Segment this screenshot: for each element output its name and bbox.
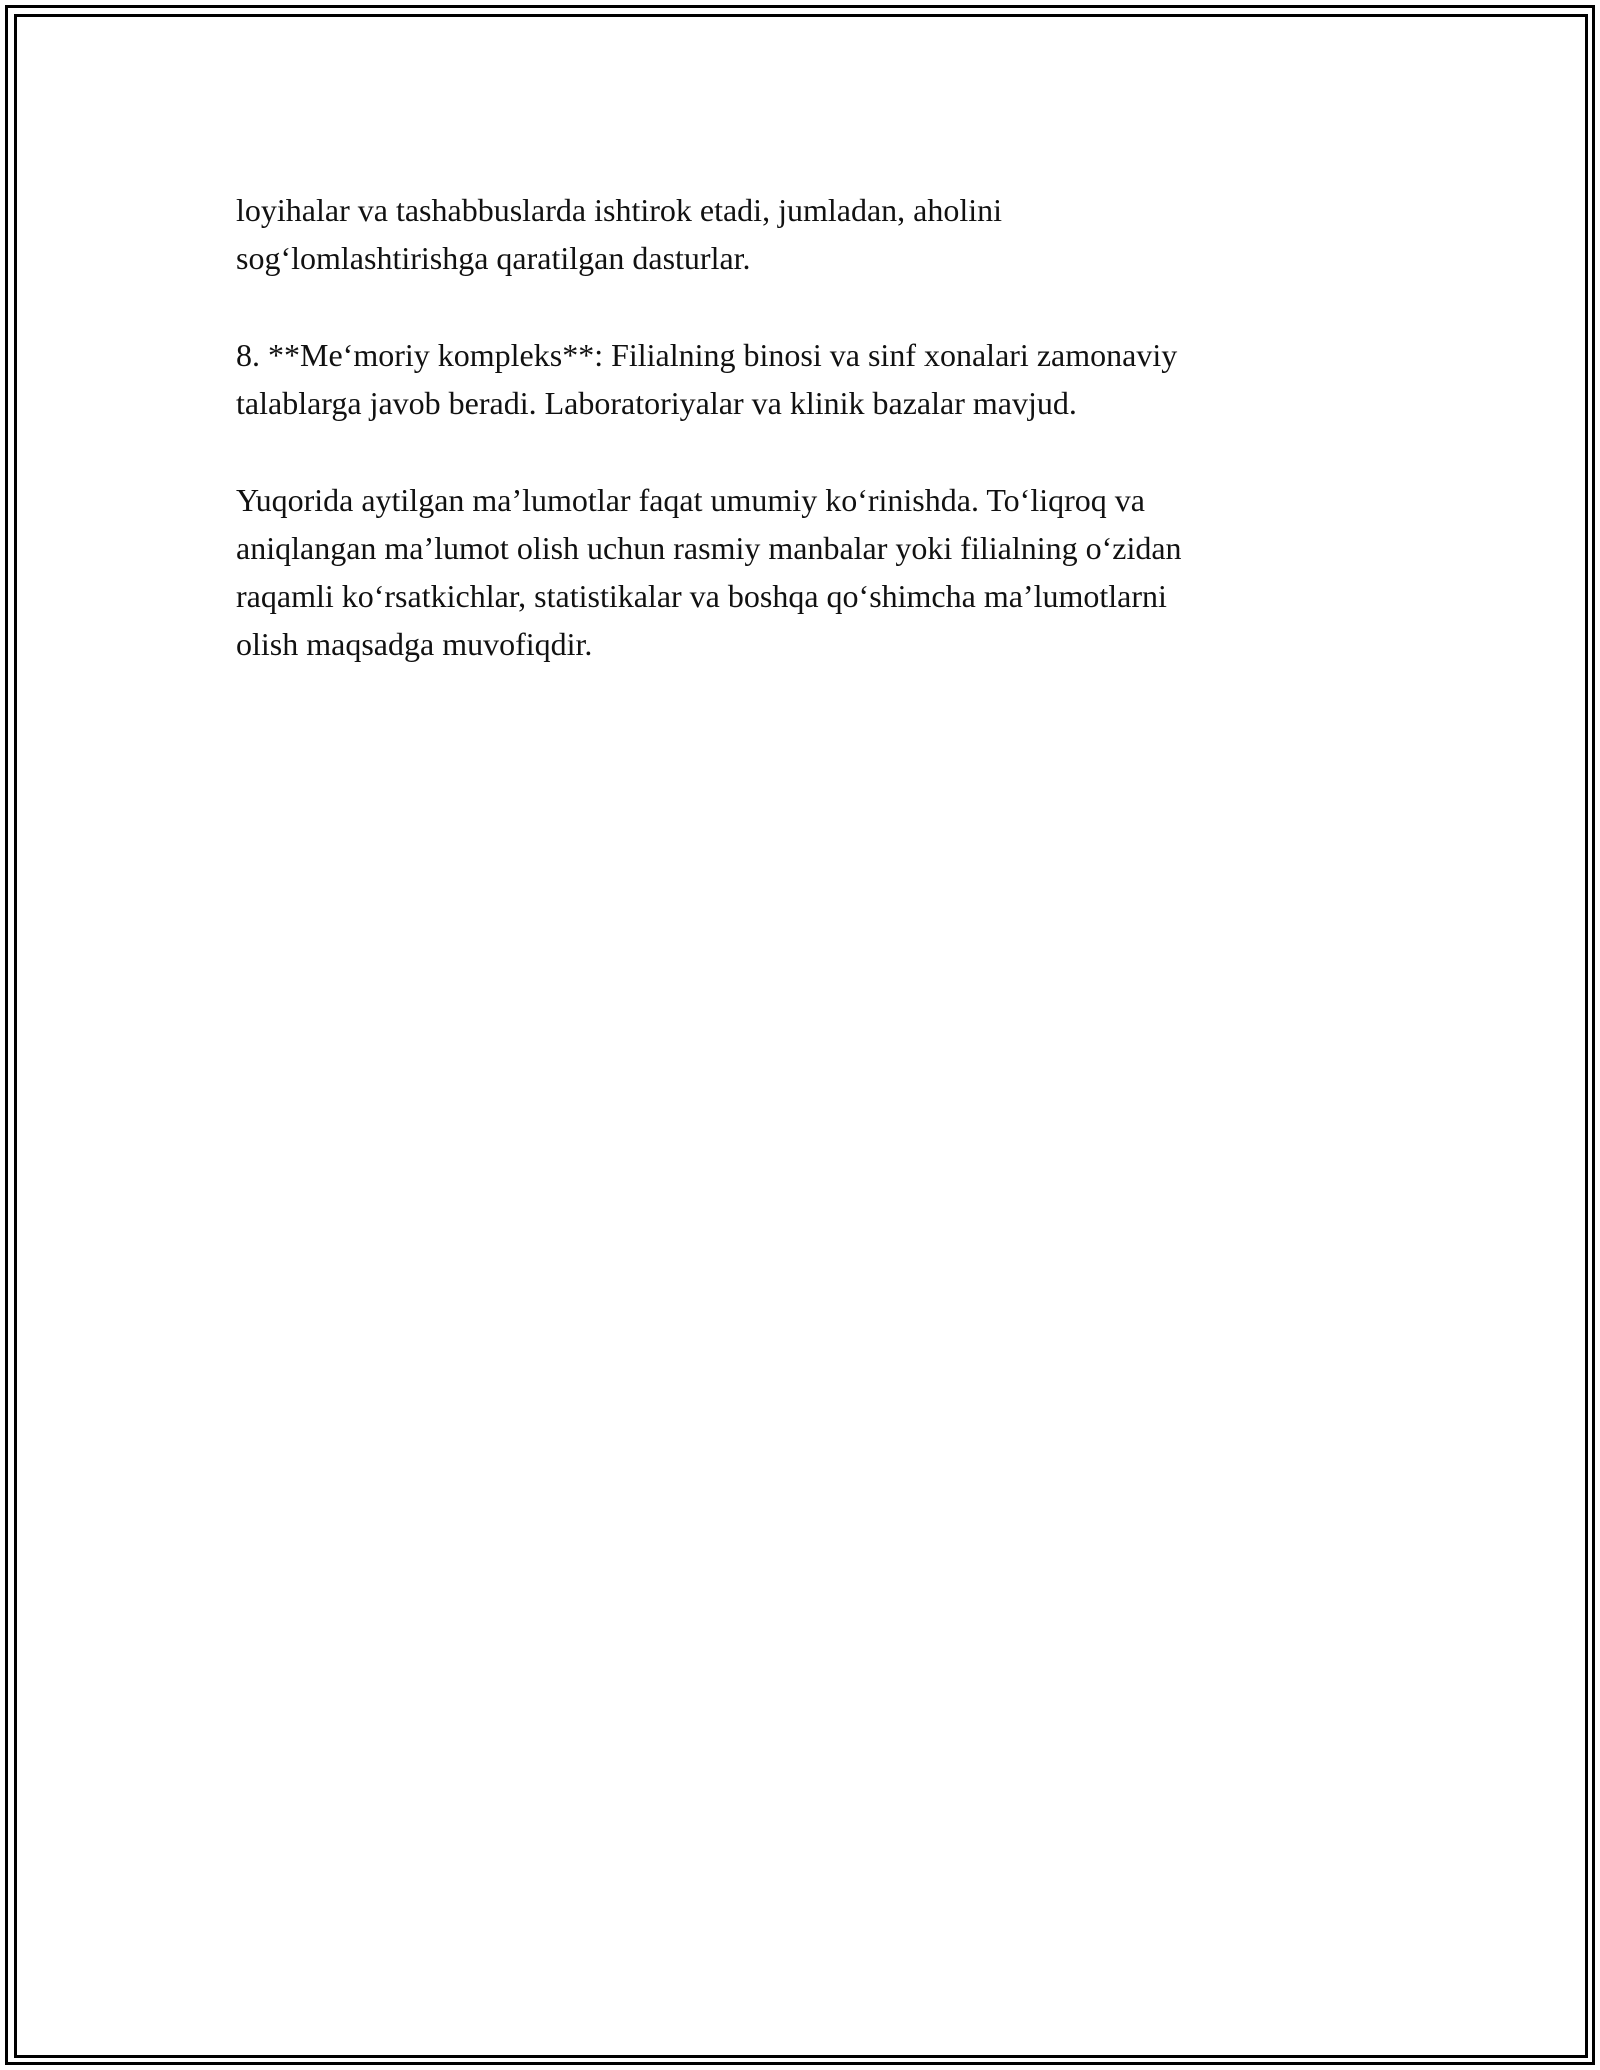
text-line: sog‘lomlashtirishga qaratilgan dasturlar. [236, 240, 751, 276]
document-body [236, 186, 1366, 717]
text-line: aniqlangan ma’lumot olish uchun rasmiy manbalar yoki filialning o‘zidan [236, 530, 1182, 566]
paragraph-continuation [236, 186, 1366, 282]
text-line: 8. **Me‘moriy kompleks**: Filialning binosi va sinf xonalari zamonaviy [236, 337, 1178, 373]
paragraph-architectural-complex [236, 331, 1366, 427]
text-line: olish maqsadga muvofiqdir. [236, 626, 593, 662]
text-line: talablarga javob beradi. Laboratoriyalar va klinik bazalar mavjud. [236, 385, 1077, 421]
text-line: raqamli ko‘rsatkichlar, statistikalar va boshqa qo‘shimcha ma’lumotlarni [236, 578, 1167, 614]
paragraph-conclusion [236, 476, 1366, 668]
text-line: Yuqorida aytilgan ma’lumotlar faqat umumiy ko‘rinishda. To‘liqroq va [236, 482, 1145, 518]
text-line: loyihalar va tashabbuslarda ishtirok etadi, jumladan, aholini [236, 192, 1003, 228]
